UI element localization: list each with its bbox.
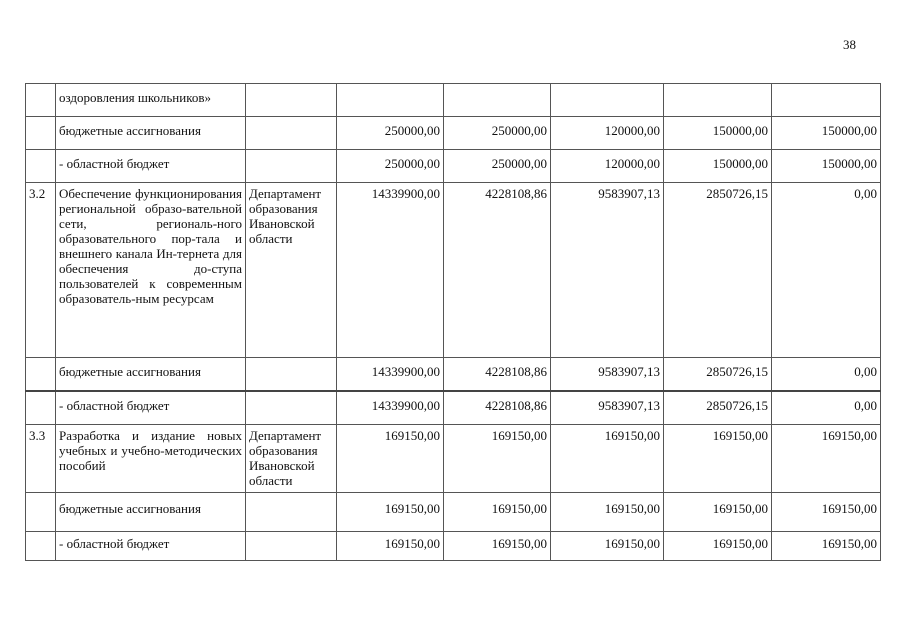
row-description: бюджетные ассигнования [56, 358, 246, 392]
row-value-4: 150000,00 [664, 117, 772, 150]
row-department: Департамент образования Ивановской области [246, 425, 337, 493]
row-value-3: 169150,00 [551, 425, 664, 493]
row-code [26, 532, 56, 561]
row-department [246, 493, 337, 532]
row-value-2: 4228108,86 [444, 183, 551, 358]
row-department [246, 84, 337, 117]
row-code [26, 117, 56, 150]
row-code: 3.2 [26, 183, 56, 358]
row-description: - областной бюджет [56, 391, 246, 425]
row-description: - областной бюджет [56, 532, 246, 561]
row-value-3: 9583907,13 [551, 358, 664, 392]
table-row [26, 358, 881, 392]
row-code [26, 493, 56, 532]
row-value-1: 250000,00 [337, 150, 444, 183]
row-value-4: 2850726,15 [664, 391, 772, 425]
row-value-2: 250000,00 [444, 150, 551, 183]
row-value-5: 150000,00 [772, 117, 881, 150]
table-row [26, 150, 881, 183]
row-value-2 [444, 84, 551, 117]
row-value-3: 120000,00 [551, 117, 664, 150]
row-value-2: 250000,00 [444, 117, 551, 150]
row-value-1: 169150,00 [337, 425, 444, 493]
row-department [246, 532, 337, 561]
row-value-5: 0,00 [772, 183, 881, 358]
row-value-2: 4228108,86 [444, 358, 551, 392]
row-description: бюджетные ассигнования [56, 493, 246, 532]
table-row [26, 425, 881, 493]
row-value-3: 120000,00 [551, 150, 664, 183]
row-department [246, 117, 337, 150]
row-description: бюджетные ассигнования [56, 117, 246, 150]
row-value-4: 2850726,15 [664, 358, 772, 392]
page-number: 38 [843, 37, 856, 52]
row-value-4 [664, 84, 772, 117]
row-value-5 [772, 84, 881, 117]
row-department [246, 150, 337, 183]
row-value-4: 150000,00 [664, 150, 772, 183]
table-row [26, 391, 881, 425]
row-value-4: 169150,00 [664, 493, 772, 532]
row-value-1: 250000,00 [337, 117, 444, 150]
row-value-3 [551, 84, 664, 117]
row-value-1: 14339900,00 [337, 183, 444, 358]
row-value-3: 9583907,13 [551, 183, 664, 358]
row-description: Разработка и издание новых учебных и учебно-методических пособий [56, 425, 246, 493]
row-department: Департамент образования Ивановской области [246, 183, 337, 358]
table-row [26, 183, 881, 358]
row-value-2: 169150,00 [444, 425, 551, 493]
row-code [26, 358, 56, 392]
table-row [26, 84, 881, 117]
row-value-5: 0,00 [772, 391, 881, 425]
row-value-1: 169150,00 [337, 532, 444, 561]
row-code [26, 150, 56, 183]
row-description: оздоровления школьников» [56, 84, 246, 117]
row-value-3: 169150,00 [551, 532, 664, 561]
row-code [26, 391, 56, 425]
row-code [26, 84, 56, 117]
row-value-2: 169150,00 [444, 532, 551, 561]
row-value-1: 14339900,00 [337, 358, 444, 392]
row-value-5: 169150,00 [772, 532, 881, 561]
row-code: 3.3 [26, 425, 56, 493]
row-description: Обеспечение функционирования региональной образо-вательной сети, региональ-ного образовательного пор-тала и внешнего канала Ин-тернета для обеспечения до-ступа пользователей к современным образователь-ным ресурсам [56, 183, 246, 358]
table-row [26, 117, 881, 150]
table-row [26, 532, 881, 561]
row-value-2: 169150,00 [444, 493, 551, 532]
row-value-5: 169150,00 [772, 493, 881, 532]
row-value-4: 169150,00 [664, 425, 772, 493]
row-value-3: 9583907,13 [551, 391, 664, 425]
row-value-5: 150000,00 [772, 150, 881, 183]
table-row [26, 493, 881, 532]
row-department [246, 391, 337, 425]
row-description: - областной бюджет [56, 150, 246, 183]
row-value-5: 169150,00 [772, 425, 881, 493]
row-value-1: 169150,00 [337, 493, 444, 532]
row-value-3: 169150,00 [551, 493, 664, 532]
budget-table [25, 83, 881, 561]
row-value-5: 0,00 [772, 358, 881, 392]
row-value-1: 14339900,00 [337, 391, 444, 425]
row-value-4: 169150,00 [664, 532, 772, 561]
row-value-1 [337, 84, 444, 117]
row-value-2: 4228108,86 [444, 391, 551, 425]
row-value-4: 2850726,15 [664, 183, 772, 358]
row-department [246, 358, 337, 392]
